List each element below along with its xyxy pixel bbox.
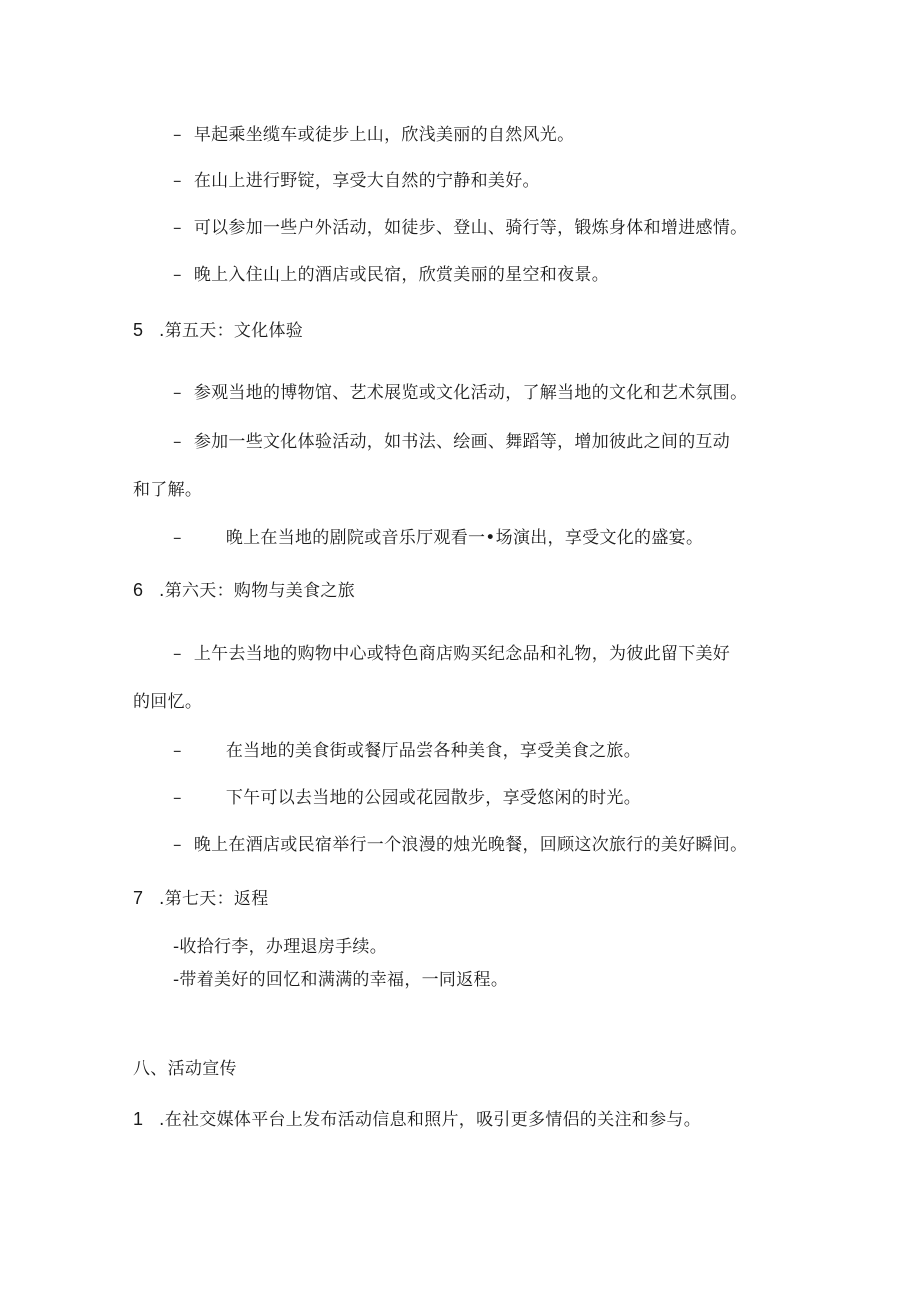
dash-bullet: – [173, 383, 182, 403]
list-item-continuation [133, 691, 202, 713]
item-text: -带着美好的回忆和满满的幸福，一同返程。 [173, 970, 509, 990]
dash-bullet: – [173, 265, 182, 285]
day6-heading [133, 579, 355, 602]
list-item [173, 834, 747, 856]
dash-bullet: – [173, 741, 182, 761]
item-text: 的回忆。 [133, 692, 203, 712]
item-text: 下午可以去当地的公园或花园散步，享受悠闲的时光。 [225, 788, 642, 808]
dash-bullet: – [173, 644, 182, 664]
item-text: 在山上进行野锭，享受大自然的宁静和美好。 [193, 171, 540, 191]
list-item [173, 217, 747, 239]
list-item [173, 382, 747, 404]
list-item [173, 170, 540, 192]
item-text: 参观当地的博物馆、艺术展览或文化活动，了解当地的文化和艺术氛围。 [193, 383, 748, 403]
item-text: .在社交媒体平台上发布活动信息和照片，吸引更多情侣的关注和参与。 [159, 1110, 702, 1130]
list-item [173, 124, 574, 146]
item-text: 晚上入住山上的酒店或民宿，欣赏美丽的星空和夜景。 [193, 265, 610, 285]
item-text: 在当地的美食街或餐厅品尝各种美食，享受美食之旅。 [225, 741, 642, 761]
day6-number: 6 [133, 580, 144, 600]
day7-title: .第七天：返程 [159, 889, 269, 909]
dash-bullet: – [173, 432, 182, 452]
item-text: 上午去当地的购物中心或特色商店购买纪念品和礼物，为彼此留下美好 [193, 644, 731, 664]
day5-number: 5 [133, 320, 144, 340]
list-item [173, 264, 609, 286]
item-text: 参加一些文化体验活动，如书法、绘画、舞蹈等，增加彼此之间的互动 [193, 432, 731, 452]
list-item [173, 969, 508, 991]
item-text: -收拾行李，办理退房手续。 [173, 937, 388, 957]
item-text: 早起乘坐缆车或徒步上山，欣浅美丽的自然风光。 [193, 125, 575, 145]
item-text: 晚上在当地的剧院或音乐厅观看一•场演出，享受文化的盛宴。 [225, 528, 704, 548]
day5-heading [133, 319, 303, 342]
list-item [173, 787, 641, 809]
day7-heading [133, 887, 269, 910]
list-item [173, 740, 641, 762]
dash-bullet: – [173, 788, 182, 808]
dash-bullet: – [173, 171, 182, 191]
dash-bullet: – [173, 835, 182, 855]
item-number: 1 [133, 1109, 144, 1129]
list-item-continuation [133, 479, 202, 501]
numbered-item [133, 1108, 701, 1131]
dash-bullet: – [173, 218, 182, 238]
item-text: 可以参加一些户外活动，如徒步、登山、骑行等，锻炼身体和增进感情。 [193, 218, 748, 238]
day5-title: .第五天：文化体验 [159, 321, 304, 341]
item-text: 晚上在酒店或民宿举行一个浪漫的烛光晚餐，回顾这次旅行的美好瞬间。 [193, 835, 748, 855]
day6-title: .第六天：购物与美食之旅 [159, 581, 356, 601]
list-item [173, 431, 730, 453]
section-heading: 八、活动宣传 [133, 1059, 237, 1079]
dash-bullet: – [173, 125, 182, 145]
list-item [173, 527, 703, 549]
dash-bullet: – [173, 528, 182, 548]
list-item [173, 643, 730, 665]
day7-number: 7 [133, 888, 144, 908]
list-item [173, 936, 387, 958]
item-text: 和了解。 [133, 480, 203, 500]
